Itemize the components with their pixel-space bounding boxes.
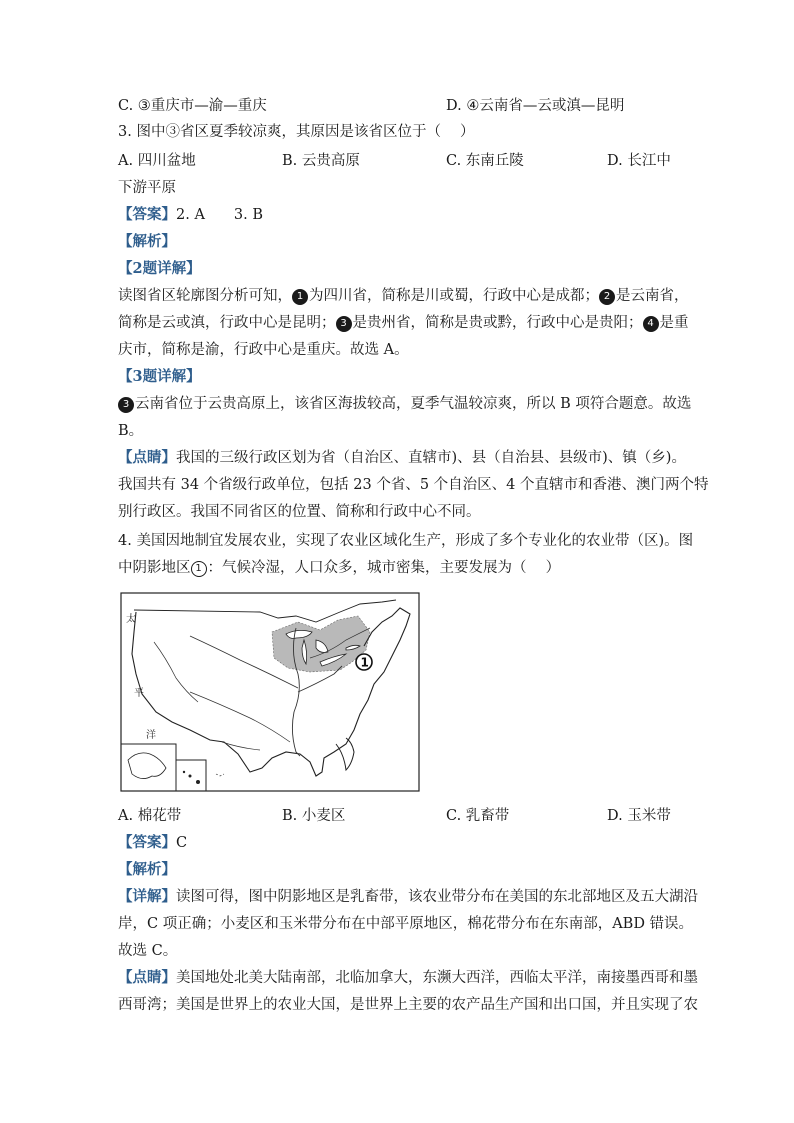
option-c: C. ③重庆市—渝—重庆 <box>118 98 267 114</box>
q4-option-d: D. 玉米带 <box>607 808 671 824</box>
circled-number-2: 2 <box>599 289 615 305</box>
q3-option-b: B. 云贵高原 <box>282 153 360 169</box>
text-segment: 美国地处北美大陆南部，北临加拿大，东濒大西洋，西临太平洋，南接墨西哥和墨 <box>176 970 698 986</box>
ocean-label-2: 平 <box>134 688 144 699</box>
q3-detail-line-2: B。 <box>118 423 144 439</box>
q4-option-c: C. 乳畜带 <box>446 808 510 824</box>
circled-number-1: 1 <box>292 289 308 305</box>
text-segment: 是云南省， <box>616 288 689 304</box>
q3-detail-tag: 【3题详解】 <box>118 368 201 385</box>
hawaii-island <box>196 780 200 784</box>
detail-tag: 【详解】 <box>118 888 176 905</box>
q2-detail-tag: 【2题详解】 <box>118 260 201 277</box>
q2-detail-line-1 <box>118 286 689 306</box>
region-marker-number: 1 <box>360 655 369 670</box>
circled-number-1: 1 <box>191 561 207 577</box>
q2-detail-line-2 <box>118 313 689 333</box>
detail-4-line-1 <box>118 887 698 907</box>
text-segment: 云南省位于云贵高原上，该省区海拔较高，夏季气温较凉爽，所以 B 项符合题意。故选 <box>135 396 692 412</box>
q4-option-b: B. 小麦区 <box>282 808 346 824</box>
text-segment: 中阴影地区 <box>118 560 191 576</box>
circled-number-4: 4 <box>643 316 659 332</box>
hawaii-island <box>183 771 185 773</box>
q2-detail-line-3: 庆市，简称是渝，行政中心是重庆。故选 A。 <box>118 342 409 358</box>
q3-option-c: C. 东南丘陵 <box>446 153 524 169</box>
question-4-line-2 <box>118 558 560 578</box>
point-block-1-line-3: 别行政区。我国不同省区的位置、简称和行政中心不同。 <box>118 504 481 520</box>
point-tag: 【点睛】 <box>118 969 176 986</box>
analysis-tag-2: 【解析】 <box>118 861 176 878</box>
circled-number-3: 3 <box>118 397 134 413</box>
text-segment: 读图可得，图中阴影地区是乳畜带，该农业带分布在美国的东北部地区及五大湖沿 <box>176 889 698 905</box>
point-block-2-line-1 <box>118 968 698 988</box>
q3-option-d-continued: 下游平原 <box>118 180 176 196</box>
point-block-2-line-2: 西哥湾；美国是世界上的农业大国，是世界上主要的农产品生产国和出口国，并且实现了农 <box>118 997 698 1013</box>
answer-block-2 <box>118 833 187 853</box>
analysis-tag-1: 【解析】 <box>118 233 176 250</box>
answer-tag: 【答案】 <box>118 834 176 851</box>
ocean-label-3: 洋 <box>146 730 156 741</box>
text-segment: 简称是云或滇，行政中心是昆明； <box>118 315 336 331</box>
option-d: D. ④云南省—云或滇—昆明 <box>446 98 625 114</box>
q4-option-a: A. 棉花带 <box>118 808 182 824</box>
answer-tag: 【答案】 <box>118 206 176 223</box>
point-block-1-line-2: 我国共有 34 个省级行政单位，包括 23 个省、5 个自治区、4 个直辖市和香港、澳门两个特 <box>118 477 709 493</box>
usa-agriculture-map <box>120 592 420 792</box>
text-segment: 我国的三级行政区划为省（自治区、直辖市)、县（自治县、县级市)、镇（乡)。 <box>176 450 686 466</box>
detail-4-line-2: 岸，C 项正确；小麦区和玉米带分布在中部平原地区，棉花带分布在东南部，ABD 错误。 <box>118 916 694 932</box>
point-tag: 【点睛】 <box>118 449 176 466</box>
point-block-1-line-1 <box>118 448 686 468</box>
question-4-line-1: 4. 美国因地制宜发展农业，实现了农业区域化生产，形成了多个专业化的农业带（区)。图 <box>118 533 694 549</box>
question-3-stem: 3. 图中③省区夏季较凉爽，其原因是该省区位于（ ） <box>118 124 475 140</box>
text-segment: 是重 <box>659 315 689 331</box>
text-segment: ：气候冷湿，人口众多，城市密集，主要发展为（ ） <box>207 560 561 576</box>
answer-text: C <box>176 835 188 851</box>
hawaii-island <box>189 775 192 778</box>
q3-option-d: D. 长江中 <box>607 153 671 169</box>
q3-option-a: A. 四川盆地 <box>118 153 196 169</box>
detail-4-line-3: 故选 C。 <box>118 943 178 959</box>
q3-detail-line-1 <box>118 394 691 414</box>
answer-block-1 <box>118 205 263 225</box>
circled-number-3: 3 <box>336 316 352 332</box>
text-segment: 为四川省，简称是川或蜀，行政中心是成都； <box>309 288 599 304</box>
text-segment: 读图省区轮廓图分析可知， <box>118 288 292 304</box>
answer-text: 2. A 3. B <box>176 207 264 223</box>
text-segment: 是贵州省，简称是贵或黔，行政中心是贵阳； <box>352 315 643 331</box>
ocean-label-1: 太 <box>126 614 136 625</box>
